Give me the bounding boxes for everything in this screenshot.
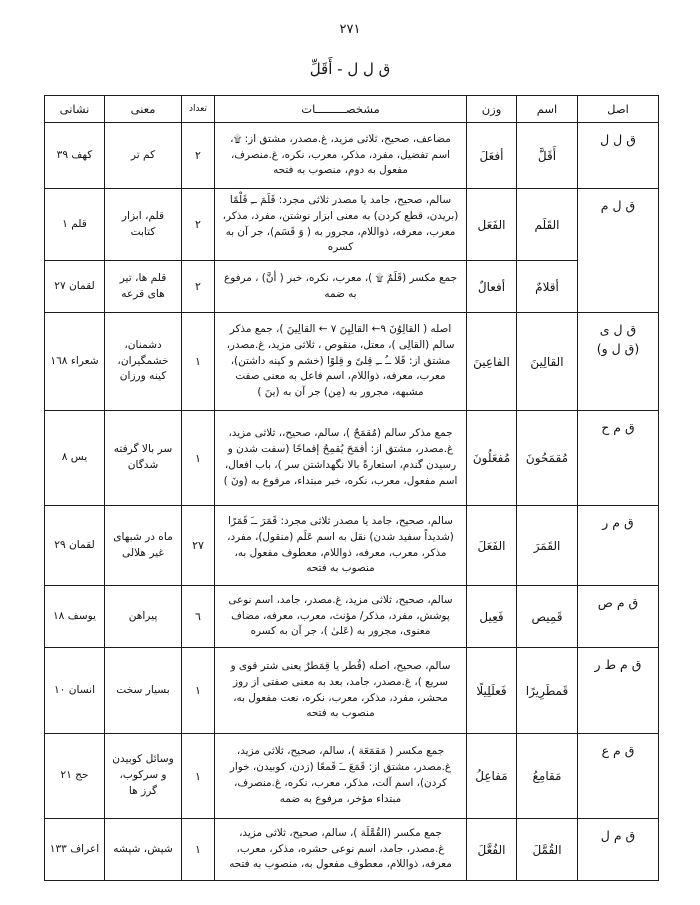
cell-neshani: حج ٢١ (45, 734, 105, 819)
cell-moshakhasat: مضاعف، صحیح، ثلاثی مزید، غ.مصدر، مشتق از: ۩، اسم تفضیل، مفرد، مذکر، معرب، نکره، غ.منصرف، مفعول به دوم، منصوب به فتحه (215, 123, 467, 189)
table-row (45, 734, 659, 819)
table-row (45, 189, 659, 261)
cell-mani: وسائل کوبیدن و سرکوب، گرز ها (105, 734, 182, 819)
table-row (45, 819, 659, 881)
cell-asl: ق م ط ر (578, 648, 659, 734)
cell-mani: ماه در شبهای غیر هلالی (105, 506, 182, 586)
root-primary: ق ل ی (599, 322, 637, 337)
cell-neshani: یس ٨ (45, 411, 105, 506)
cell-esm: قَمطَرِیرًا (517, 648, 578, 734)
cell-tedad: ١ (182, 819, 215, 881)
cell-tedad: ٢٧ (182, 506, 215, 586)
cell-asl: ق م ر (578, 506, 659, 586)
cell-moshakhasat: سالم، صحیح، اصله (قُطر یا قِمَطرٌ یعنی شتر قوی و سریع )، غ.مصدر، جامد، بعد به معنی صفتی از روز محشر، مفرد، مذکر، معرب، نکره، نعت مفعول به، منصوب به فتحه (215, 648, 467, 734)
cell-esm: القالِينَ (517, 313, 578, 411)
cell-neshani: قلم ١ (45, 189, 105, 261)
cell-tedad: ١ (182, 648, 215, 734)
cell-moshakhasat: جمع مکسر (القُمَّلَة )، سالم، صحیح، ثلاثی مزید، غ.مصدر، جامد، اسم نوعی حشره، مذکر، معرب، معرفه، ذواللام، معطوف مفعول به، منصوب به فتحه (215, 819, 467, 881)
cell-vazn: الفُعَّلَ (467, 819, 517, 881)
table-row (45, 411, 659, 506)
cell-esm: أَقَلَّ (517, 123, 578, 189)
cell-vazn: أفعَلَ (467, 123, 517, 189)
cell-asl: ق ل م (578, 189, 659, 313)
cell-esm: مَقامِعُ (517, 734, 578, 819)
table-row (45, 648, 659, 734)
table-row (45, 506, 659, 586)
cell-neshani: لقمان ٢٩ (45, 506, 105, 586)
cell-mani: پیراهن (105, 586, 182, 648)
cell-neshani: اعراف ١٣٣ (45, 819, 105, 881)
cell-mani: قلم، ابزار کتابت (105, 189, 182, 261)
cell-esm: القَمَرَ (517, 506, 578, 586)
cell-vazn: فَعلَلِیلًا (467, 648, 517, 734)
cell-vazn: الفَعَلَ (467, 506, 517, 586)
column-header-tedad: تعداد (182, 96, 215, 123)
column-header-esm: اسم (517, 96, 578, 123)
cell-esm: مُقمَحُونَ (517, 411, 578, 506)
page-title: ق ل ل - أَقَلِّ (309, 60, 391, 78)
cell-esm: أقلامٌ (517, 261, 578, 313)
cell-asl: ق م ح (578, 411, 659, 506)
cell-moshakhasat: جمع مکسر ( مَقمَعَة )، سالم، صحیح، ثلاثی مزید، غ.مصدر، مشتق از: قَمَعَ ــَ قَمعًا (زدن، کوبیدن، خوار کردن)، اسم آلت، مذکر، معرب، نکره، غ.منصرف، مبتداء مؤخر، مرفوع به ضمه (215, 734, 467, 819)
cell-vazn: الفَعَل (467, 189, 517, 261)
cell-asl: ق م ع (578, 734, 659, 819)
cell-neshani: انسان ١٠ (45, 648, 105, 734)
cell-moshakhasat: سالم، صحیح، جامد یا مصدر ثلاثی مجرد: قَمَرَ ــَ قَمَرًا (شدیداً سفید شدن) نقل به اسم عَلَم (منقول)، مفرد، مذکر، معرب، معرفه، ذواللام، معطوف مفعول به، منصوب به فتحه (215, 506, 467, 586)
column-header-neshani: نشانی (45, 96, 105, 123)
cell-moshakhasat: سالم، صحیح، جامد یا مصدر ثلاثی مجرد: قَلَمَ ــِ قَلْمًا (بریدن، قطع کردن) به معنی ابزار نوشتن، مفرد، مذکر، معرب، معرفه، ذواللام، مجرور به ( وَ قَسَم)، جر آن به کسره (215, 189, 467, 261)
cell-esm: القَلَم (517, 189, 578, 261)
cell-mani: شپش، شپشه (105, 819, 182, 881)
cell-mani: کم تر (105, 123, 182, 189)
cell-moshakhasat: اصله ( القالِوُنَ ٩← القالِيِنَ ٧ ← القالِينَ )، جمع مذکر سالم (القالِی )، معتل، منقوص ، ثلاثی مزید، غ.مصدر، مشتق از: قَلا ــُ ــِ قِلیً و قِلوًا (خشم و کینه داشتن)، معرب، معرفه، ذواللام، اسم فاعل به معنی صفت مشبهه، مجرور به (مِن) جر آن به (ینَ ) (215, 313, 467, 411)
cell-moshakhasat: جمع مذکر سالم (مُقمَحٌ )، سالم، صحیح،، ثلاثی مزید، غ.مصدر، مشتق از: أقمَحَ یُقمِحُ إقماحًا (سفت شدن و رسیدن گندم، استعارةً بالا نگهداشتن سر )، باب افعال، اسم مفعول، معرب، نکره، خبر مبتداء، مرفوع به (ونَ ) (215, 411, 467, 506)
cell-mani: بسیار سخت (105, 648, 182, 734)
cell-esm: قَمِیص (517, 586, 578, 648)
cell-tedad: ٦ (182, 586, 215, 648)
cell-neshani: یوسف ١٨ (45, 586, 105, 648)
cell-vazn: مُفعَلُونَ (467, 411, 517, 506)
cell-neshani: کهف ٣٩ (45, 123, 105, 189)
cell-asl (578, 313, 659, 411)
cell-vazn: مَفاعِلُ (467, 734, 517, 819)
cell-vazn: الفاعِينَ (467, 313, 517, 411)
cell-asl: ق م ل (578, 819, 659, 881)
cell-tedad: ١ (182, 734, 215, 819)
root-variant: (ق ل و) (596, 340, 640, 356)
cell-vazn: أفعالٌ (467, 261, 517, 313)
cell-asl: ق ل ل (578, 123, 659, 189)
cell-tedad: ٢ (182, 189, 215, 261)
cell-tedad: ٢ (182, 123, 215, 189)
cell-tedad: ١ (182, 313, 215, 411)
column-header-moshakhasat: مشخصـــــــــات (215, 96, 467, 123)
table-row (45, 313, 659, 411)
cell-neshani: شعراء ١٦٨ (45, 313, 105, 411)
cell-mani: قلم ها، تیر های قرعه (105, 261, 182, 313)
table-row (45, 586, 659, 648)
cell-esm: القُمَّلَ (517, 819, 578, 881)
cell-neshani: لقمان ٢٧ (45, 261, 105, 313)
column-header-mani: معنی (105, 96, 182, 123)
cell-vazn: فَعِیل (467, 586, 517, 648)
cell-asl: ق م ص (578, 586, 659, 648)
page-number: ٢٧١ (339, 22, 361, 37)
cell-tedad: ١ (182, 411, 215, 506)
table-row (45, 261, 659, 313)
cell-moshakhasat: سالم، صحیح، ثلاثی مزید، غ.مصدر، جامد، اسم نوعی پوشش، مفرد، مذکر/ مؤنث، معرب، معرفه، مضاف معنوی، مجرور به (عَلیٰ )، جر آن به کسره (215, 586, 467, 648)
column-header-vazn: وزن (467, 96, 517, 123)
cell-moshakhasat: جمع مکسر (قَلَمٌ ۩ )، معرب، نکره، خبر ( أنَّ) ، مرفوع به ضمه (215, 261, 467, 313)
cell-tedad: ٢ (182, 261, 215, 313)
cell-mani: سر بالا گرفته شدگان (105, 411, 182, 506)
morphology-table (44, 95, 659, 881)
table-row (45, 123, 659, 189)
header-row (45, 96, 659, 123)
column-header-asl: اصل (578, 96, 659, 123)
cell-mani: دشمنان، خشمگیران، کینه ورزان (105, 313, 182, 411)
